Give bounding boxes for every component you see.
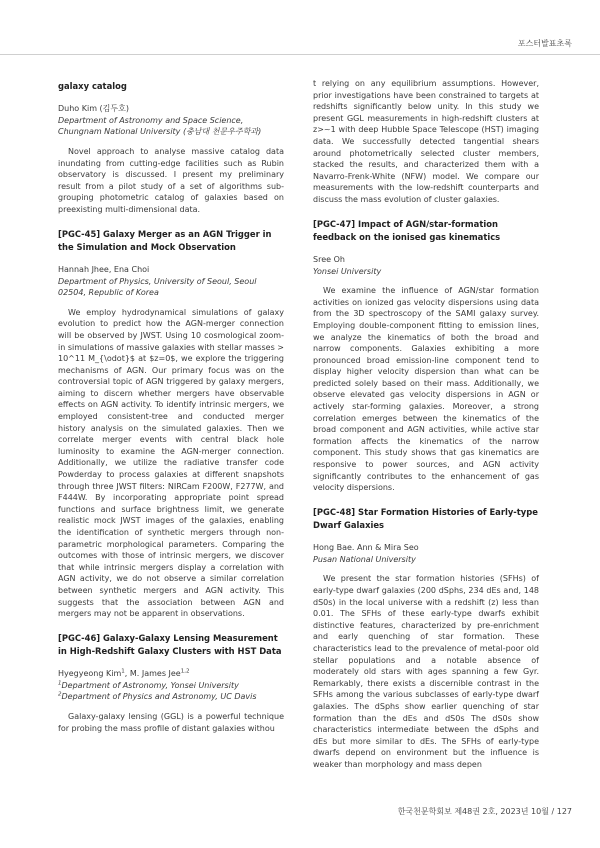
abstract-affiliation: Yonsei University	[313, 266, 382, 276]
abstract-body: Novel approach to analyse massive catalog data inundating from cutting-edge facilities such as Rubin observatory is discussed. I present my preliminary result from a pilot study of a set of algorithms sub-grouping photometric catalog of galaxies based on preexisting multi-dimensional data.	[58, 146, 284, 214]
right-column	[313, 78, 539, 771]
abstract-authors: Hong Bae. Ann & Mira Seo	[313, 543, 419, 553]
abstract-body: We examine the influence of AGN/star formation activities on ionized gas velocity dispersions using data from the 3D spectroscopy of the SAMI galaxy survey. Employing double-component fitting to emission lines, we analyze the kinematics of both the broad and narrow components. Galaxies exhibiting a more pronounced broad emission-line component tend to display higher velocity dispersion than what can be predicted solely based on their mass. Additionally, we observe elevated gas velocity dispersions in AGN or actively star-forming galaxies. Moreover, a strong correlation emerges between the kinematics of the broad component and AGN activities, while active star formation affects the kinematics of the narrow component. This study shows that gas kinematics are responsive to power sources, and AGN activity significantly contributes to the enhancement of gas velocity dispersions.	[313, 286, 539, 493]
affiliation-text: Department of Astronomy, Yonsei University	[61, 680, 239, 690]
abstract-authors: Duho Kim (김두호)	[58, 104, 129, 114]
affiliation-text: Department of Physics and Astronomy, UC Davis	[61, 692, 257, 702]
abstract-body-continued: t relying on any equilibrium assumptions. However, prior investigations have been constrained to targets at redshifts significantly below unity. In this study we present GGL measurements in high-redshift clusters at z>~1 with deep Hubble Space Telescope (HST) imaging data. We successfully detected tangential shears around photometrically selected cluster members, stacked the results, and characterized them with a Navarro-Frenk-White (NFW) model. We compare our measurements with the low-redshift counterparts and discuss the mass evolution of cluster galaxies.	[313, 79, 539, 204]
abstract-authors: Hannah Jhee, Ena Choi	[58, 264, 150, 274]
abstract-title: galaxy catalog	[58, 81, 127, 91]
abstract-affiliation	[58, 691, 284, 703]
abstract-affiliation: Pusan National University	[313, 554, 416, 564]
abstract-title: [PGC-46] Galaxy-Galaxy Lensing Measurement in High-Redshift Galaxy Clusters with HST Data	[58, 632, 282, 656]
affiliation-superscript: 2	[58, 691, 62, 698]
author-superscript: 1,2	[180, 668, 190, 675]
abstract-authors	[58, 668, 284, 680]
affiliation-superscript: 1	[58, 680, 62, 687]
author-name: Hyegyeong Kim	[58, 669, 122, 679]
abstract-body: Galaxy-galaxy lensing (GGL) is a powerful technique for probing the mass profile of distant galaxies withou	[58, 711, 284, 733]
abstract-body: We present the star formation histories (SFHs) of early-type dwarf galaxies (200 dSphs, 234 dEs and, 148 dS0s) in the local universe with a redshift (z) less than 0.01. The SFHs of these early-type dwarfs exhibit distinctive features, characterized by pre-enrichment and early quenching of star formation. These characteristics lead to the prevalence of metal-poor old stellar populations and a notable absence of moderately old stars with ages spanning a few Gyr. Remarkably, there exists a discernible contrast in the SFHs among the various subclasses of early-type dwarf galaxies. The dSphs show earlier quenching of star formation than the dEs and dS0s The dS0s show characteristics intermediate between the dSphs and dEs but more similar to dEs. The SFHs of early-type dwarfs depend on environment but the influence is weaker than morphology and mass depen	[313, 574, 539, 769]
page-footer: 한국천문학회보 제48권 2호, 2023년 10월 / 127	[397, 807, 572, 816]
abstract-affiliation	[58, 680, 284, 692]
abstract-affiliation: Chungnam National University (충남대 천문우주학과)	[58, 127, 262, 137]
page-header-label: 포스터발표초록	[517, 39, 572, 48]
abstract-authors: Sree Oh	[313, 254, 345, 264]
abstract-title: [PGC-45] Galaxy Merger as an AGN Trigger in the Simulation and Mock Observation	[58, 228, 272, 252]
abstract-affiliation: Department of Astronomy and Space Science,	[58, 115, 244, 125]
author-name: , M. James Jee	[124, 669, 181, 679]
header-divider	[0, 54, 600, 55]
abstract-title: [PGC-47] Impact of AGN/star-formation feedback on the ionised gas kinematics	[313, 218, 501, 242]
abstract-title: [PGC-48] Star Formation Histories of Early-type Dwarf Galaxies	[313, 506, 538, 531]
left-column	[58, 80, 284, 734]
abstract-affiliation: Department of Physics, University of Seoul, Seoul 02504, Republic of Korea	[58, 276, 257, 298]
abstract-body: We employ hydrodynamical simulations of galaxy evolution to predict how the AGN-merger connection will be observed by JWST. Using 10 cosmological zoom-in simulations of massive galaxies with stellar masses > 10^11 M_{\odot}$ at $z=0$, we explore the triggering mechanisms of AGN. Our primary focus was on the controversial topic of AGN triggered by galaxy mergers, aiming to discern whether mergers have observable effects on AGN activity. To identify intrinsic mergers, we employed consistent-tree and conducted merger history analysis on the simulated galaxies. Then we correlate merger events with central black hole luminosity to examine the AGN-merger connection. Additionally, we utilize the radiative transfer code Powderday to process galaxies at different snapshots through three JWST filters: NIRCam F200W, F277W, and F444W. By incorporating appropriate point spread functions and surface brightness limit, we generate realistic mock JWST images of the galaxies, enabling the identification of synthetic mergers through non-parametric morphological parameters. Comparing the outcomes with those of intrinsic mergers, we discover that while intrinsic mergers display a correlation with AGN activity, we do not observe a similar correlation between synthetic mergers and AGN activity. This suggests that the association between AGN and mergers may not be apparent in observations.	[58, 307, 284, 619]
author-superscript: 1	[121, 668, 125, 675]
